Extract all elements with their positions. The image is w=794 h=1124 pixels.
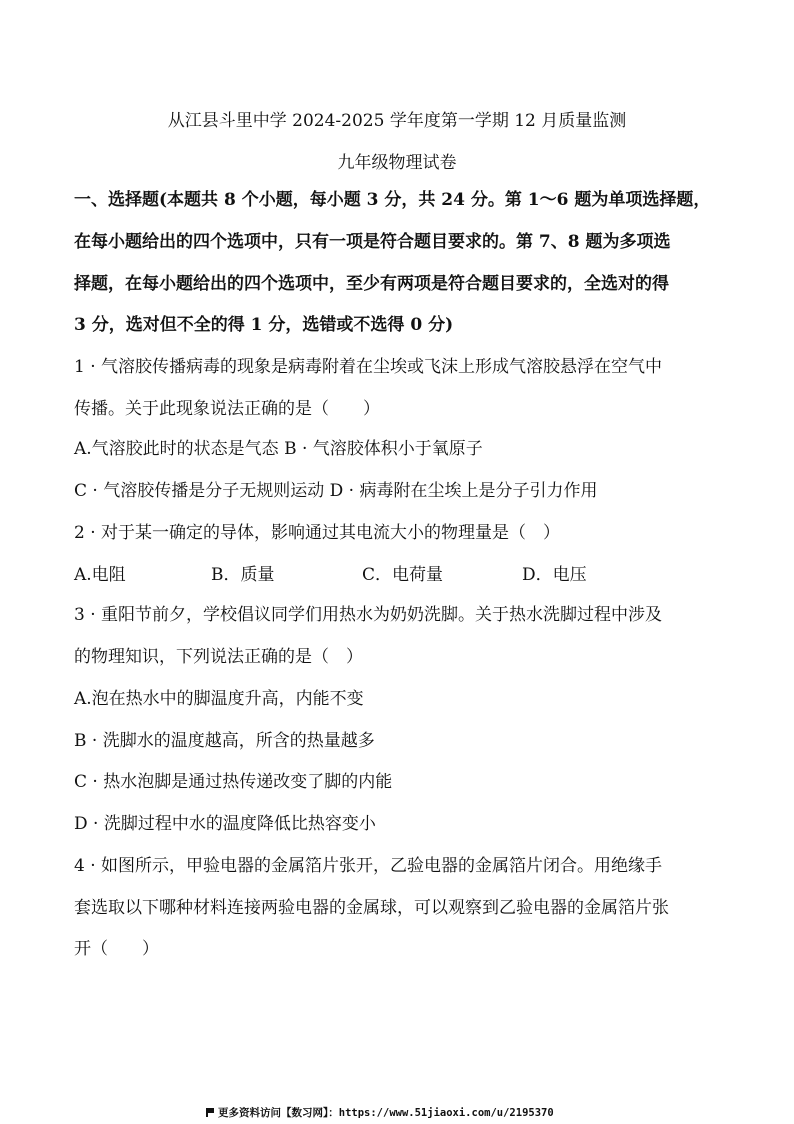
q2-stem: 2 · 对于某一确定的导体，影响通过其电流大小的物理量是（ ） xyxy=(74,523,561,543)
exam-subtitle: 九年级物理试卷 xyxy=(337,153,457,173)
q3-stem-line-2: 的物理知识，下列说法正确的是（ ） xyxy=(74,647,363,667)
footer-text: 更多资料访问【数习网】：https://www.51jiaoxi.com/u/2195370 xyxy=(218,1107,554,1119)
q4-stem-line-1: 4 · 如图所示，甲验电器的金属箔片张开，乙验电器的金属箔片闭合。用绝缘手 xyxy=(74,856,663,876)
q2-option-c: C．电荷量 xyxy=(362,565,444,585)
q2-option-b: B．质量 xyxy=(211,565,275,585)
q1-options-line-2: C · 气溶胶传播是分子无规则运动 D · 病毒附在尘埃上是分子引力作用 xyxy=(74,481,598,501)
q2-option-d: D．电压 xyxy=(522,565,587,585)
q4-stem-line-3: 开（ ） xyxy=(74,939,159,959)
section-instruction-line-1: 一、选择题(本题共 8 个小题，每小题 3 分，共 24 分。第 1～6 题为单项选择题， xyxy=(74,190,711,210)
q3-stem-line-1: 3 · 重阳节前夕，学校倡议同学们用热水为奶奶洗脚。关于热水洗脚过程中涉及 xyxy=(74,605,663,625)
exam-title: 从江县斗里中学 2024-2025 学年度第一学期 12 月质量监测 xyxy=(167,111,627,131)
q1-stem-line-1: 1 · 气溶胶传播病毒的现象是病毒附着在尘埃或飞沫上形成气溶胶悬浮在空气中 xyxy=(74,357,663,377)
q2-option-a: A.电阻 xyxy=(74,565,126,585)
q3-option-b: B · 洗脚水的温度越高，所含的热量越多 xyxy=(74,731,375,751)
q3-option-c: C · 热水泡脚是通过热传递改变了脚的内能 xyxy=(74,772,393,792)
footer-link[interactable] xyxy=(206,1105,554,1120)
flag-icon xyxy=(206,1108,214,1117)
section-instruction-line-4: 3 分，选对但不全的得 1 分，选错或不选得 0 分) xyxy=(74,315,454,335)
section-instruction-line-2: 在每小题给出的四个选项中，只有一项是符合题目要求的。第 7、8 题为多项选 xyxy=(74,232,671,252)
q1-stem-line-2: 传播。关于此现象说法正确的是（ ） xyxy=(74,399,380,419)
q3-option-d: D · 洗脚过程中水的温度降低比热容变小 xyxy=(74,814,376,834)
q4-stem-line-2: 套选取以下哪种材料连接两验电器的金属球，可以观察到乙验电器的金属箔片张 xyxy=(74,898,669,918)
section-instruction-line-3: 择题，在每小题给出的四个选项中，至少有两项是符合题目要求的，全选对的得 xyxy=(74,274,669,294)
q1-options-line-1: A.气溶胶此时的状态是气态 B · 气溶胶体积小于氧原子 xyxy=(74,439,483,459)
q3-option-a: A.泡在热水中的脚温度升高，内能不变 xyxy=(74,689,364,709)
